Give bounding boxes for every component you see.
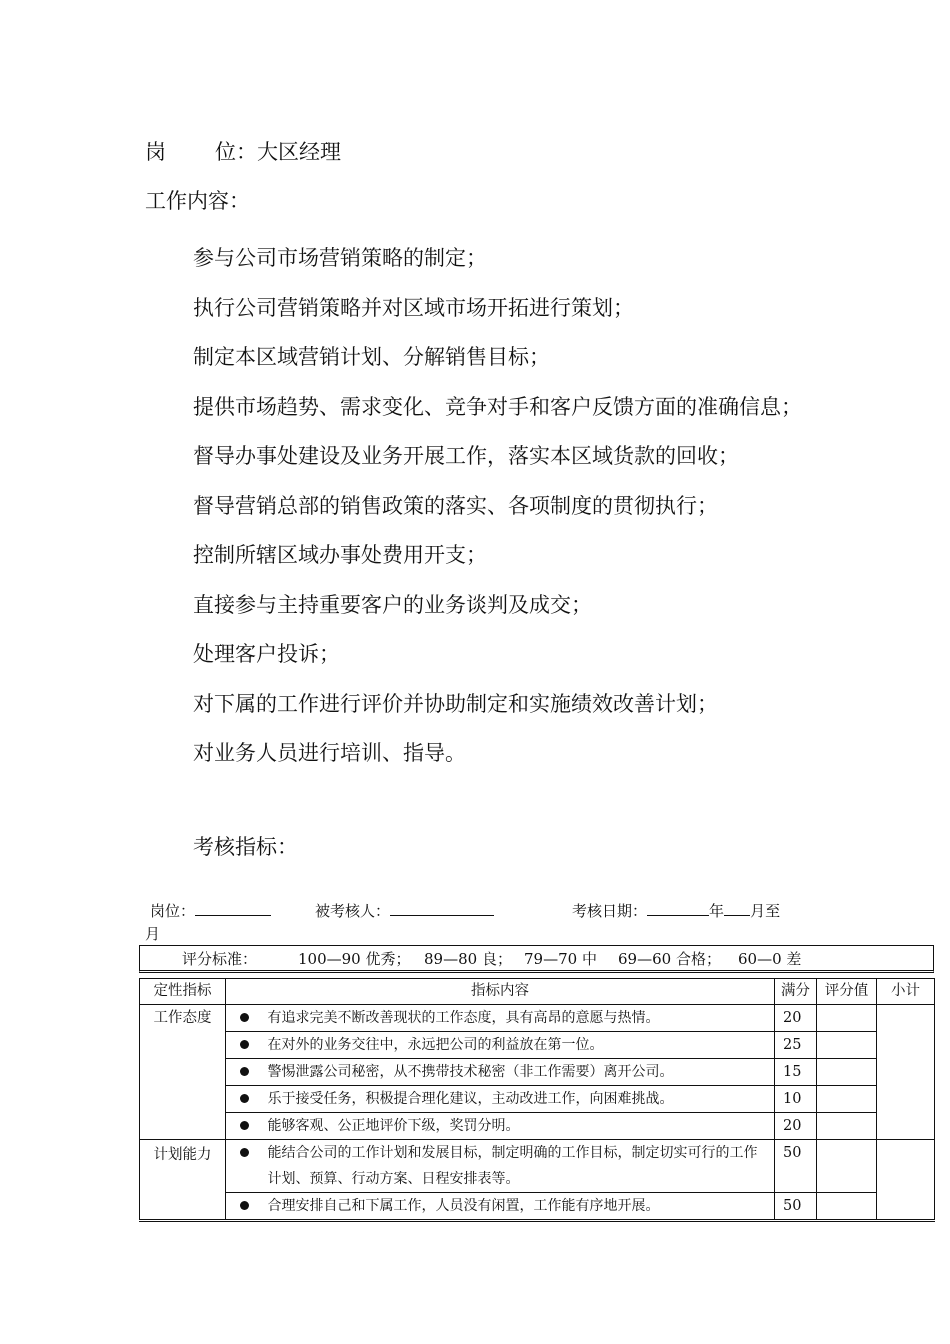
form-meta-row bbox=[150, 898, 830, 923]
indicator-text: 警惕泄露公司秘密，从不携带技术秘密（非工作需要）离开公司。 bbox=[264, 1059, 775, 1086]
indicator-text: 能够客观、公正地评价下级，奖罚分明。 bbox=[264, 1113, 775, 1140]
table-row bbox=[140, 1113, 935, 1140]
bullet-icon bbox=[226, 1032, 264, 1059]
header-category: 定性指标 bbox=[140, 979, 226, 1005]
duty-item: 提供市场趋势、需求变化、竞争对手和客户反馈方面的准确信息； bbox=[193, 394, 802, 419]
bullet-icon bbox=[226, 1140, 264, 1193]
header-content: 指标内容 bbox=[226, 979, 775, 1005]
scale-good: 89—80 良； bbox=[424, 950, 512, 968]
assessee-blank[interactable] bbox=[390, 898, 494, 916]
header-rating: 评分值 bbox=[817, 979, 877, 1005]
table-header-row bbox=[140, 979, 935, 1005]
header-full-score: 满分 bbox=[775, 979, 817, 1005]
duty-item: 督导办事处建设及业务开展工作，落实本区域货款的回收； bbox=[193, 444, 739, 468]
bullet-icon bbox=[226, 1059, 264, 1086]
category-cell: 工作态度 bbox=[140, 1005, 226, 1140]
bullet-icon bbox=[226, 1086, 264, 1113]
indicator-text: 合理安排自己和下属工作，人员没有闲置，工作能有序地开展。 bbox=[264, 1193, 775, 1221]
table-row bbox=[140, 1086, 935, 1113]
month-blank[interactable] bbox=[724, 898, 750, 916]
full-score-cell: 20 bbox=[775, 1113, 817, 1140]
bullet-icon bbox=[226, 1005, 264, 1032]
duty-item: 对业务人员进行培训、指导。 bbox=[193, 741, 466, 765]
full-score-cell: 15 bbox=[775, 1059, 817, 1086]
year-label: 年 bbox=[709, 902, 725, 920]
year-blank[interactable] bbox=[647, 898, 709, 916]
month-to-label: 月至 bbox=[750, 902, 781, 920]
post-title bbox=[145, 137, 341, 167]
scale-label: 评分标准： bbox=[182, 950, 258, 968]
duty-item: 控制所辖区域办事处费用开支； bbox=[193, 543, 487, 567]
indicator-text: 能结合公司的工作计划和发展目标，制定明确的工作目标，制定切实可行的工作计划、预算、行动方案、日程安排表等。 bbox=[264, 1140, 775, 1193]
rating-input-cell[interactable] bbox=[817, 1113, 877, 1140]
indicator-text: 有追求完美不断改善现状的工作态度，具有高昂的意愿与热情。 bbox=[264, 1005, 775, 1032]
full-score-cell: 10 bbox=[775, 1086, 817, 1113]
post-label-first-char: 岗 bbox=[145, 140, 166, 164]
full-score-cell: 50 bbox=[775, 1193, 817, 1221]
rating-input-cell[interactable] bbox=[817, 1140, 877, 1193]
bullet-icon bbox=[226, 1193, 264, 1221]
rating-input-cell[interactable] bbox=[817, 1086, 877, 1113]
duty-item: 参与公司市场营销策略的制定； bbox=[193, 246, 487, 270]
indicator-label: 考核指标： bbox=[193, 835, 298, 859]
month-label: 月 bbox=[145, 925, 161, 943]
duty-item: 直接参与主持重要客户的业务谈判及成交； bbox=[193, 592, 592, 617]
duty-item: 处理客户投诉； bbox=[193, 642, 340, 666]
scale-poor: 60—0 差 bbox=[738, 950, 802, 968]
duty-item: 督导营销总部的销售政策的落实、各项制度的贯彻执行； bbox=[193, 493, 718, 518]
indicator-text: 在对外的业务交往中，永远把公司的利益放在第一位。 bbox=[264, 1032, 775, 1059]
form-post-label: 岗位： bbox=[150, 902, 196, 920]
bullet-icon bbox=[226, 1113, 264, 1140]
post-blank[interactable] bbox=[195, 898, 271, 916]
indicator-text: 乐于接受任务，积极提合理化建议，主动改进工作，向困难挑战。 bbox=[264, 1086, 775, 1113]
scoring-scale bbox=[139, 945, 934, 973]
rating-input-cell[interactable] bbox=[817, 1005, 877, 1032]
header-subtotal: 小计 bbox=[877, 979, 935, 1005]
rating-input-cell[interactable] bbox=[817, 1032, 877, 1059]
table-row bbox=[140, 1032, 935, 1059]
category-cell: 计划能力 bbox=[140, 1140, 226, 1221]
scale-pass: 69—60 合格； bbox=[618, 950, 721, 968]
table-row bbox=[140, 1193, 935, 1221]
post-label-value: 位：大区经理 bbox=[215, 140, 341, 164]
table-row bbox=[140, 1140, 935, 1193]
full-score-cell: 50 bbox=[775, 1140, 817, 1193]
assessee-label: 被考核人： bbox=[315, 902, 391, 920]
scale-medium: 79—70 中 bbox=[524, 950, 597, 968]
subtotal-cell[interactable] bbox=[877, 1005, 935, 1140]
full-score-cell: 20 bbox=[775, 1005, 817, 1032]
date-label: 考核日期： bbox=[572, 902, 648, 920]
rating-input-cell[interactable] bbox=[817, 1059, 877, 1086]
work-content-label: 工作内容： bbox=[145, 189, 250, 213]
scale-excellent: 100—90 优秀； bbox=[298, 950, 411, 968]
full-score-cell: 25 bbox=[775, 1032, 817, 1059]
table-row bbox=[140, 1005, 935, 1032]
subtotal-cell[interactable] bbox=[877, 1140, 935, 1221]
table-row bbox=[140, 1059, 935, 1086]
duty-item: 制定本区域营销计划、分解销售目标； bbox=[193, 345, 550, 369]
duty-list bbox=[145, 234, 825, 779]
evaluation-table bbox=[139, 978, 935, 1222]
duty-item: 对下属的工作进行评价并协助制定和实施绩效改善计划； bbox=[193, 691, 718, 716]
duty-item: 执行公司营销策略并对区域市场开拓进行策划； bbox=[193, 295, 634, 320]
rating-input-cell[interactable] bbox=[817, 1193, 877, 1221]
